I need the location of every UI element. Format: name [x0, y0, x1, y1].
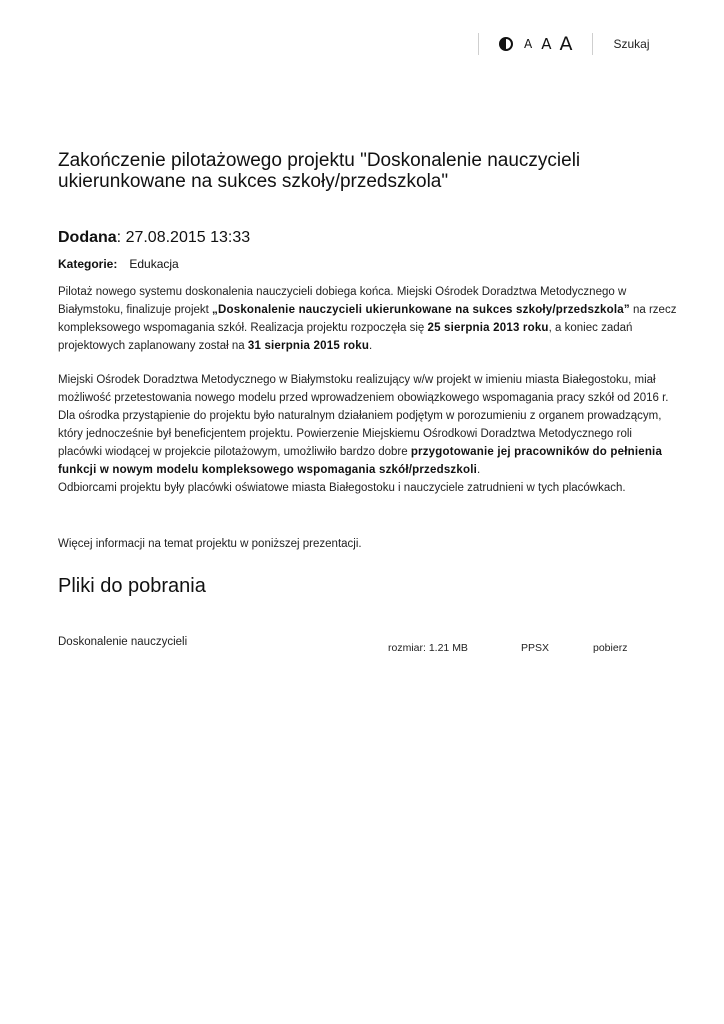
- file-size: rozmiar: 1.21 MB: [388, 642, 468, 654]
- text-run: Odbiorcami projektu były placówki oświatowe miasta Białegostoku i nauczyciele zatrudnieni w tych placówkach.: [58, 482, 626, 494]
- bold-run: 25 sierpnia 2013 roku: [427, 322, 549, 334]
- toolbar-divider: [478, 33, 479, 55]
- article-paragraph-1: [58, 283, 678, 355]
- file-name: Doskonalenie nauczycieli: [58, 636, 188, 648]
- article-paragraph-3: Więcej informacji na temat projektu w poniższej prezentacji.: [58, 538, 362, 550]
- font-size-small-button[interactable]: A: [524, 37, 533, 51]
- category-label: Kategorie:: [58, 257, 118, 271]
- text-run: , a koniec zadań projektowych zaplanowany został na: [58, 322, 633, 352]
- search-link[interactable]: Szukaj: [613, 37, 650, 51]
- accessibility-toolbar: [478, 33, 650, 55]
- text-run: Pilotaż nowego systemu doskonalenia nauczycieli dobiega końca. Miejski Ośrodek Doradztwa Metodycznego w Białymstoku, finalizuje projekt: [58, 286, 627, 316]
- bold-run: 31 sierpnia 2015 roku: [247, 340, 370, 352]
- added-label: Dodana: [58, 229, 117, 246]
- toolbar-divider: [592, 33, 593, 55]
- font-size-medium-button[interactable]: A: [541, 35, 552, 53]
- added-date: [58, 229, 250, 247]
- text-run: .: [369, 340, 373, 352]
- category-value[interactable]: Edukacja: [129, 257, 179, 271]
- article-paragraph-2: [58, 371, 678, 497]
- page-title: Zakończenie pilotażowego projektu "Doskonalenie nauczycieli ukierunkowane na sukces szkoły/przedszkola": [58, 150, 581, 192]
- files-heading: Pliki do pobrania: [58, 575, 206, 597]
- bold-run: „Doskonalenie nauczycieli ukierunkowane na sukces szkoły/przedszkola”: [212, 304, 630, 316]
- text-run: Miejski Ośrodek Doradztwa Metodycznego w Białymstoku realizujący w/w projekt w imieniu miasta Białegostoku, miał możliwość przetestowania nowego modelu przed wprowadzeniem obowiązkowego wspomagania pracy szkół od 2016 r. Dla ośrodka przystąpienie do projektu było naturalnym działaniem podjętym w porozumieniu z organem prowadzącym, który jednocześnie był beneficjentem projektu. Powierzenie Miejskiemu Ośrodkowi Doradztwa Metodycznego roli placówki wiodącej w projekcie pilotażowym, umożliwiło bardzo dobre: [58, 374, 669, 458]
- bold-run: przygotowanie jej pracowników do pełnienia funkcji w nowym modelu kompleksowego wspomagania szkół/przedszkoli: [58, 446, 663, 476]
- text-run: na rzecz kompleksowego wspomagania szkół. Realizacja projektu rozpoczęła się: [58, 304, 677, 334]
- download-link[interactable]: pobierz: [593, 642, 628, 654]
- added-value: : 27.08.2015 13:33: [116, 229, 251, 246]
- font-size-large-button[interactable]: A: [559, 33, 573, 55]
- file-type: PPSX: [521, 642, 550, 654]
- text-run: .: [476, 464, 481, 476]
- category-line: [58, 257, 179, 271]
- contrast-icon[interactable]: [499, 37, 513, 51]
- file-row: [58, 636, 658, 656]
